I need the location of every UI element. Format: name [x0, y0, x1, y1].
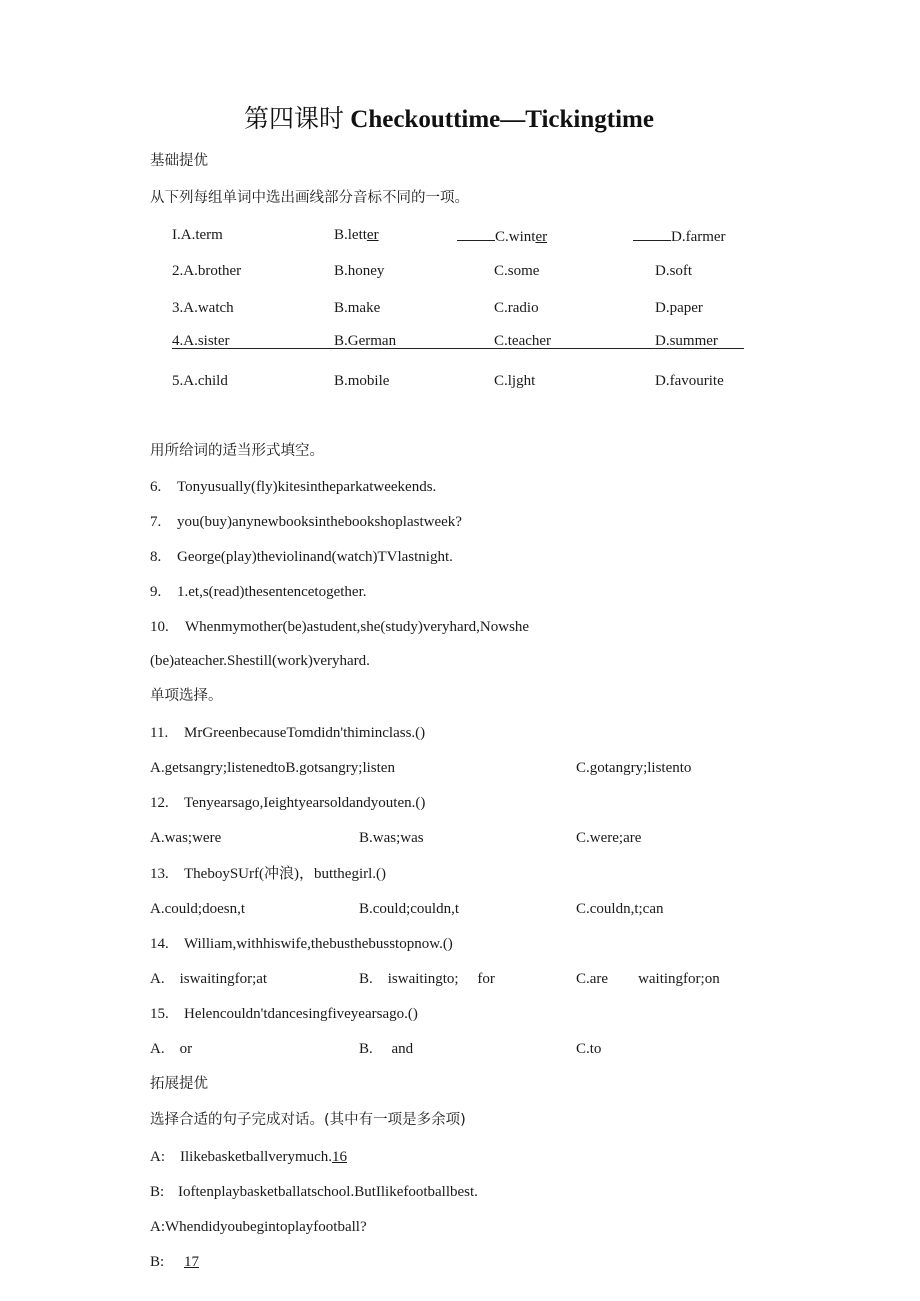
option-b: B.letter: [334, 227, 379, 243]
item-number: 13.: [150, 866, 169, 882]
mc-options-14: [0, 969, 920, 991]
option-c: C.teacher: [494, 333, 552, 349]
section-heading-extended: 拓展提优: [150, 1076, 208, 1092]
instruction-fill: 用所给词的适当形式填空。: [150, 443, 324, 459]
question-text: TheboySUrf(冲浪)，butthegirl.(): [184, 866, 387, 882]
item-text: 1.et,s(read)thesentencetogether.: [177, 584, 367, 600]
row-underline: [172, 348, 744, 349]
option-b: B. and: [359, 1041, 414, 1057]
option-d: D.farmer: [633, 225, 726, 247]
dialogue-line-3: [150, 1217, 367, 1237]
item-number: 14.: [150, 936, 169, 952]
speaker: B:: [150, 1254, 165, 1270]
speaker: A:: [150, 1149, 165, 1165]
mc-question-11: [150, 723, 425, 743]
option-c: C.were;are: [576, 830, 642, 846]
fill-item-10: [150, 617, 529, 637]
phonics-row-3: [0, 298, 920, 320]
mc-question-13: [150, 864, 386, 884]
question-text: Tenyearsago,Ieightyearsoldandyouten.(): [184, 795, 426, 811]
option-b: B.make: [334, 300, 381, 316]
option-b: B.mobile: [334, 373, 390, 389]
option-a: I.A.term: [172, 227, 223, 243]
instruction-multiple-choice: 单项选择。: [150, 688, 223, 704]
title-chinese: 第四课时: [244, 104, 345, 133]
item-text: Whenmymother(be)astudent,she(study)veryhard,Nowshe: [185, 619, 530, 635]
instruction-phonics: 从下列每组单词中选出画线部分音标不同的一项。: [150, 190, 469, 206]
phonics-row-2: [0, 261, 920, 283]
dialogue-line-1: [150, 1147, 347, 1167]
item-number: 11.: [150, 725, 169, 741]
item-text: Tonyusually(fly)kitesintheparkatweekends.: [177, 479, 437, 495]
option-a: 4.A.sister: [172, 333, 230, 349]
option-c: C.are waitingfor;on: [576, 971, 720, 987]
mc-options-12: [0, 828, 920, 850]
option-c: C.some: [494, 263, 540, 279]
option-a: 3.A.watch: [172, 300, 234, 316]
mc-question-14: [150, 934, 453, 954]
fill-item-9: [150, 582, 367, 602]
question-text: Helencouldn'tdancesingfiveyearsago.(): [184, 1006, 418, 1022]
dialogue-line-2: [150, 1182, 478, 1202]
dialogue-line-4: [150, 1252, 199, 1272]
page-title: [0, 102, 898, 137]
option-a: 2.A.brother: [172, 263, 242, 279]
mc-question-15: [150, 1004, 418, 1024]
blank-number: 16: [332, 1149, 348, 1165]
speaker: B:: [150, 1184, 165, 1200]
option-b: B.was;was: [359, 830, 424, 846]
item-number: 10.: [150, 619, 169, 635]
item-number: 15.: [150, 1006, 169, 1022]
item-number: 12.: [150, 795, 169, 811]
fill-item-7: [150, 512, 462, 532]
dialogue-text: Ilikebasketballverymuch.: [180, 1149, 333, 1165]
option-c: C.couldn,t;can: [576, 901, 664, 917]
mc-question-12: [150, 793, 425, 813]
item-number: 7.: [150, 514, 162, 530]
option-b: B.German: [334, 333, 397, 349]
question-text: William,withhiswife,thebusthebusstopnow.(): [184, 936, 453, 952]
title-english: Checkouttime—Tickingtime: [350, 106, 654, 133]
mc-options-11: [0, 758, 920, 780]
section-heading-basic: 基础提优: [150, 153, 208, 169]
option-c: C.radio: [494, 300, 539, 316]
item-number: 8.: [150, 549, 162, 565]
option-d: D.summer: [655, 333, 718, 349]
dialogue-text: Ioftenplaybasketballatschool.ButIlikefootballbest.: [178, 1184, 478, 1200]
option-b: B.could;couldn,t: [359, 901, 459, 917]
item-text: George(play)theviolinand(watch)TVlastnight.: [177, 549, 453, 565]
option-b: B. iswaitingto; for: [359, 971, 495, 987]
fill-item-8: [150, 547, 453, 567]
option-a: A. iswaitingfor;at: [150, 971, 268, 987]
option-c: C.gotangry;listento: [576, 760, 692, 776]
phonics-row-5: [0, 371, 920, 393]
dialogue-text: A:Whendidyoubegintoplayfootball?: [150, 1219, 367, 1235]
option-d: D.soft: [655, 263, 693, 279]
instruction-dialogue: 选择合适的句子完成对话。(其中有一项是多余项): [150, 1112, 466, 1128]
item-number: 6.: [150, 479, 162, 495]
question-text: MrGreenbecauseTomdidn'thiminclass.(): [184, 725, 426, 741]
phonics-row-4: [0, 331, 920, 353]
blank-number: 17: [184, 1254, 199, 1270]
option-c: C.to: [576, 1041, 602, 1057]
option-b: B.honey: [334, 263, 385, 279]
option-a: A.getsangry;listenedtoB.gotsangry;listen: [150, 760, 395, 776]
mc-options-15: [0, 1039, 920, 1061]
option-c: C.winter: [457, 225, 547, 247]
phonics-row-1: [0, 225, 920, 247]
option-a: A.could;doesn,t: [150, 901, 245, 917]
option-a: 5.A.child: [172, 373, 228, 389]
fill-item-6: [150, 477, 436, 497]
option-a: A.was;were: [150, 830, 222, 846]
option-c: C.ljght: [494, 373, 536, 389]
mc-options-13: [0, 899, 920, 921]
item-number: 9.: [150, 584, 162, 600]
option-d: D.favourite: [655, 373, 724, 389]
fill-item-10-continued: (be)ateacher.Shestill(work)veryhard.: [150, 653, 370, 669]
option-a: A. or: [150, 1041, 193, 1057]
option-d: D.paper: [655, 300, 703, 316]
item-text: you(buy)anynewbooksinthebookshoplastweek?: [177, 514, 462, 530]
